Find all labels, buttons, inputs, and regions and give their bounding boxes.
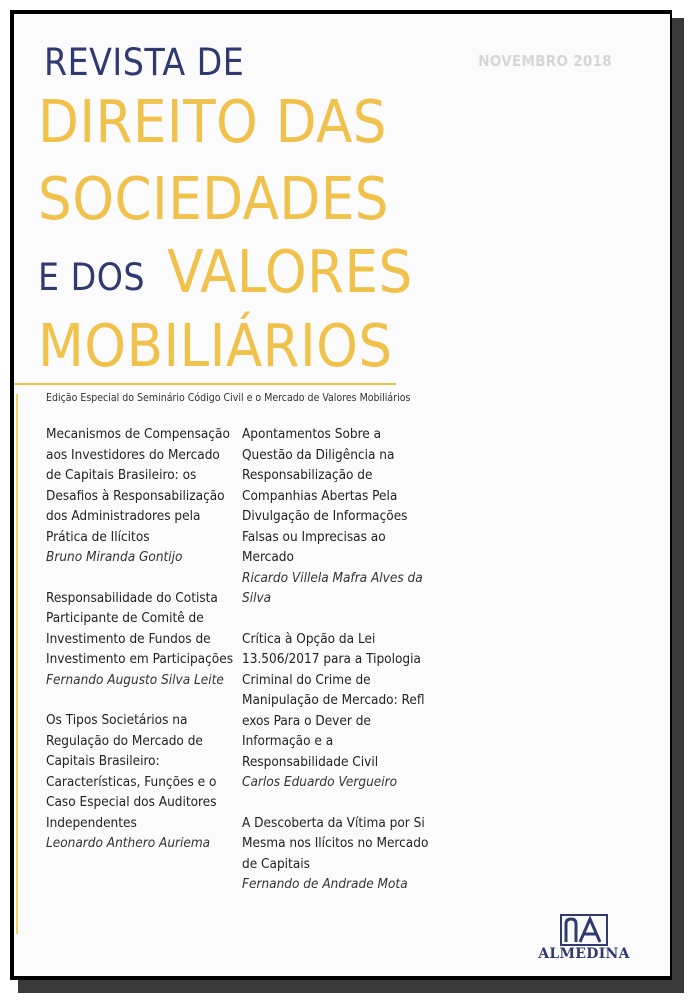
title-line-1: REVISTA DE xyxy=(44,41,245,84)
divider-rule xyxy=(14,383,396,385)
issue-date: NOVEMBRO 2018 xyxy=(478,52,612,70)
article-title: Os Tipos Societários na Regulação do Mercado de Capitais Brasileiro: Características, Funções e o Caso Especial dos Auditores Independentes xyxy=(46,712,217,831)
article-title: Apontamentos Sobre a Questão da Diligência na Responsabilização de Companhias Abertas Pela Divulgação de Informações Falsas ou Imprecisas ao Mercado xyxy=(242,426,408,565)
edition-subtitle: Edição Especial do Seminário Código Civil e o Mercado de Valores Mobiliários xyxy=(46,392,411,404)
article-entry xyxy=(46,588,236,691)
article-author: Fernando de Andrade Mota xyxy=(242,876,408,892)
article-author: Carlos Eduardo Vergueiro xyxy=(242,774,398,790)
almedina-logo-icon xyxy=(560,914,608,946)
title-line-2: DIREITO DAS xyxy=(38,87,387,156)
book-cover xyxy=(14,14,670,976)
contents-right-column xyxy=(242,424,432,915)
article-entry xyxy=(46,710,236,854)
title-line-3: SOCIEDADES xyxy=(38,164,389,233)
contents-left-column xyxy=(46,424,236,874)
publisher-name: ALMEDINA xyxy=(538,946,630,962)
article-author: Leonardo Anthero Auriema xyxy=(46,835,211,851)
title-line-4-small: E DOS xyxy=(38,256,146,299)
spine-line xyxy=(16,394,18,934)
title-line-5: MOBILIÁRIOS xyxy=(38,311,393,380)
publisher-logo xyxy=(534,914,634,969)
article-author: Ricardo Villela Mafra Alves da Silva xyxy=(242,569,423,606)
article-author: Bruno Miranda Gontijo xyxy=(46,549,183,565)
title-line-4-big: VALORES xyxy=(167,237,413,306)
article-author: Fernando Augusto Silva Leite xyxy=(46,671,224,688)
title-line-4 xyxy=(38,237,413,306)
article-entry xyxy=(242,629,432,793)
article-entry xyxy=(242,813,432,895)
article-entry xyxy=(46,424,236,568)
article-title: Mecanismos de Compensação aos Investidores do Mercado de Capitais Brasileiro: os Desafios à Responsabilização dos Administradores pela Prática de Ilícitos xyxy=(46,426,230,545)
article-title: A Descoberta da Vítima por Si Mesma nos Ilícitos no Mercado de Capitais xyxy=(242,814,429,872)
article-title: Crítica à Opção da Lei 13.506/2017 para a Tipologia Criminal do Crime de Manipulação de Mercado: Refl exos Para o Dever de Informação e a Responsabilidade Civil xyxy=(242,630,425,770)
article-entry xyxy=(242,424,432,609)
article-title: Responsabilidade do Cotista Participante de Comitê de Investimento de Fundos de Investimento em Participações xyxy=(46,589,234,667)
